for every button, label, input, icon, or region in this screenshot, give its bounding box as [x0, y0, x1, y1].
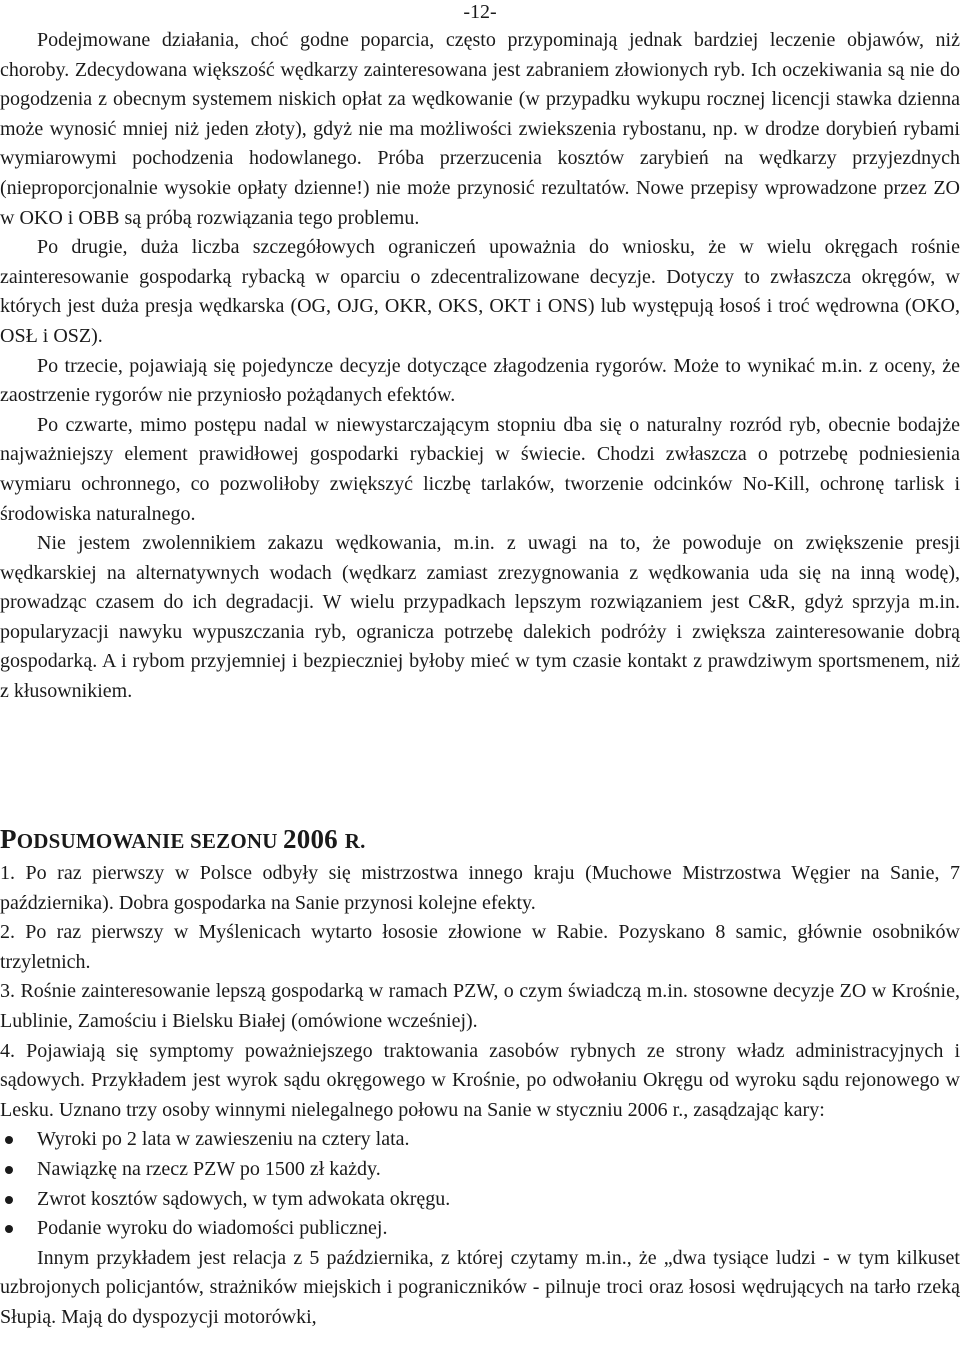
body-text [0, 26, 960, 707]
heading-r: R [344, 829, 361, 853]
page-number: -12- [463, 1, 497, 23]
summary-item: 2. Po raz pierwszy w Myślenicach wytarto łososie złowione w Rabie. Pozyskano 8 samic, głównie osobników trzyletnich. [0, 921, 960, 973]
list-item-text: Wyroki po 2 lata w zawieszeniu na cztery lata. [37, 1128, 410, 1151]
heading-dot: . [360, 829, 366, 853]
heading-text: ODSUMOWANIE SEZONU [16, 829, 284, 853]
summary-list [0, 859, 960, 1333]
list-item-text: Zwrot kosztów sądowych, w tym adwokata okręgu. [37, 1187, 451, 1210]
list-item [0, 1185, 960, 1215]
closing-paragraph: Innym przykładem jest relacja z 5 października, z której czytamy m.in., że „dwa tysiące ludzi - w tym kilkuset uzbrojonych policjantów, strażników miejskich i pograniczników - pilnuje troci oraz łososi wędrujących na tarło rzeką Słupią. Mają do dyspozycji motorówki, [0, 1246, 960, 1328]
paragraph: Po drugie, duża liczba szczegółowych ograniczeń upoważnia do wniosku, że w wielu okręgach rośnie zainteresowanie gospodarką rybacką w oparciu o zdecentralizowane decyzje. Dotyczy to zwłaszcza okręgów, w których jest duża presja wędkarska (OG, OJG, OKR, OKS, OKT i ONS) lub występują łosoś i troć wędrowna (OKO, OSŁ i OSZ). [0, 236, 960, 347]
list-item-text: Podanie wyroku do wiadomości publicznej. [37, 1217, 388, 1240]
section-heading [0, 823, 960, 857]
paragraph: Po trzecie, pojawiają się pojedyncze decyzje dotyczące złagodzenia rygorów. Może to wynikać m.in. z oceny, że zaostrzenie rygorów nie przyniosło pożądanych efektów. [0, 354, 960, 407]
list-item-text: Nawiązkę na rzecz PZW po 1500 zł każdy. [37, 1157, 381, 1180]
paragraph: Nie jestem zwolennikiem zakazu wędkowania, m.in. z uwagi na to, że powoduje on zwiększenie presji wędkarskiej na alternatywnych wodach (wędkarz zamiast zrezygnowania z wędkowania uda się na inną wodę), prowadząc czasem do ich degradacji. W wielu przypadkach lepszym rozwiązaniem jest C&R, gdyż sprzyja m.in. popularyzacji nawyku wypuszczania ryb, ogranicza potrzebę dalekich podróży i zwiększa zainteresowanie dobrą gospodarką. A i rybom przyjemniej i bezpieczniej byłoby mieć w tym czasie kontakt z prawdziwym sportsmenem, niż z kłusownikiem. [0, 532, 960, 703]
list-item [0, 1155, 960, 1185]
list-item [0, 1125, 960, 1155]
bullet-icon [5, 1136, 13, 1144]
bullet-icon [5, 1166, 13, 1174]
heading-year: 2006 [283, 824, 345, 854]
heading-initial: P [0, 824, 17, 854]
bullet-icon [5, 1225, 13, 1233]
summary-item: 3. Rośnie zainteresowanie lepszą gospodarką w ramach PZW, o czym świadczą m.in. stosowne decyzje ZO w Krośnie, Lublinie, Zamościu i Bielsku Białej (omówione wcześniej). [0, 980, 960, 1032]
summary-item: 1. Po raz pierwszy w Polsce odbyły się mistrzostwa innego kraju (Muchowe Mistrzostwa Węgier na Sanie, 7 października). Dobra gospodarka na Sanie przynosi kolejne efekty. [0, 862, 960, 914]
summary-item: 4. Pojawiają się symptomy poważniejszego traktowania zasobów rybnych ze strony władz administracyjnych i sądowych. Przykładem jest wyrok sądu okręgowego w Krośnie, po odwołaniu Okręgu od wyroku sądu rejonowego w Lesku. Uznano trzy osoby winnymi nielegalnego połowu na Sanie w styczniu 2006 r., zasądzając kary: [0, 1039, 960, 1121]
bullet-icon [5, 1196, 13, 1204]
paragraph: Po czwarte, mimo postępu nadal w niewystarczającym stopniu dba się o naturalny rozród ryb, obecnie bodajże najważniejszy element prawidłowej gospodarki rybackiej w świecie. Chodzi zwłaszcza o potrzebę podniesienia wymiaru ochronnego, co pozwoliłoby zwiększyć liczbę tarlaków, tworzenie odcinków No-Kill, ochronę tarlisk i środowiska naturalnego. [0, 413, 960, 525]
penalty-list [0, 1125, 960, 1243]
paragraph: Podejmowane działania, choć godne poparcia, często przypominają jednak bardziej leczenie objawów, niż choroby. Zdecydowana większość wędkarzy zainteresowana jest zabraniem złowionych ryb. Ich oczekiwania są nie do pogodzenia z obecnym systemem niskich opłat za wędkowanie (w przypadku wykupu rocznej licencji stawka dzienna może wynosić mniej niż jeden złoty), gdyż nie ma możliwości zwiekszenia rybostanu, np. w drodze dorybień rybami wymiarowymi pochodzenia hodowlanego. Próba przerzucenia kosztów zarybień na wędkarzy przyjezdnych (nieproporcjonalnie wysokie opłaty dzienne!) nie może przynosić rezultatów. Nowe przepisy wprowadzone przez ZO w OKO i OBB są próbą rozwiązania tego problemu. [0, 29, 960, 229]
list-item [0, 1214, 960, 1244]
